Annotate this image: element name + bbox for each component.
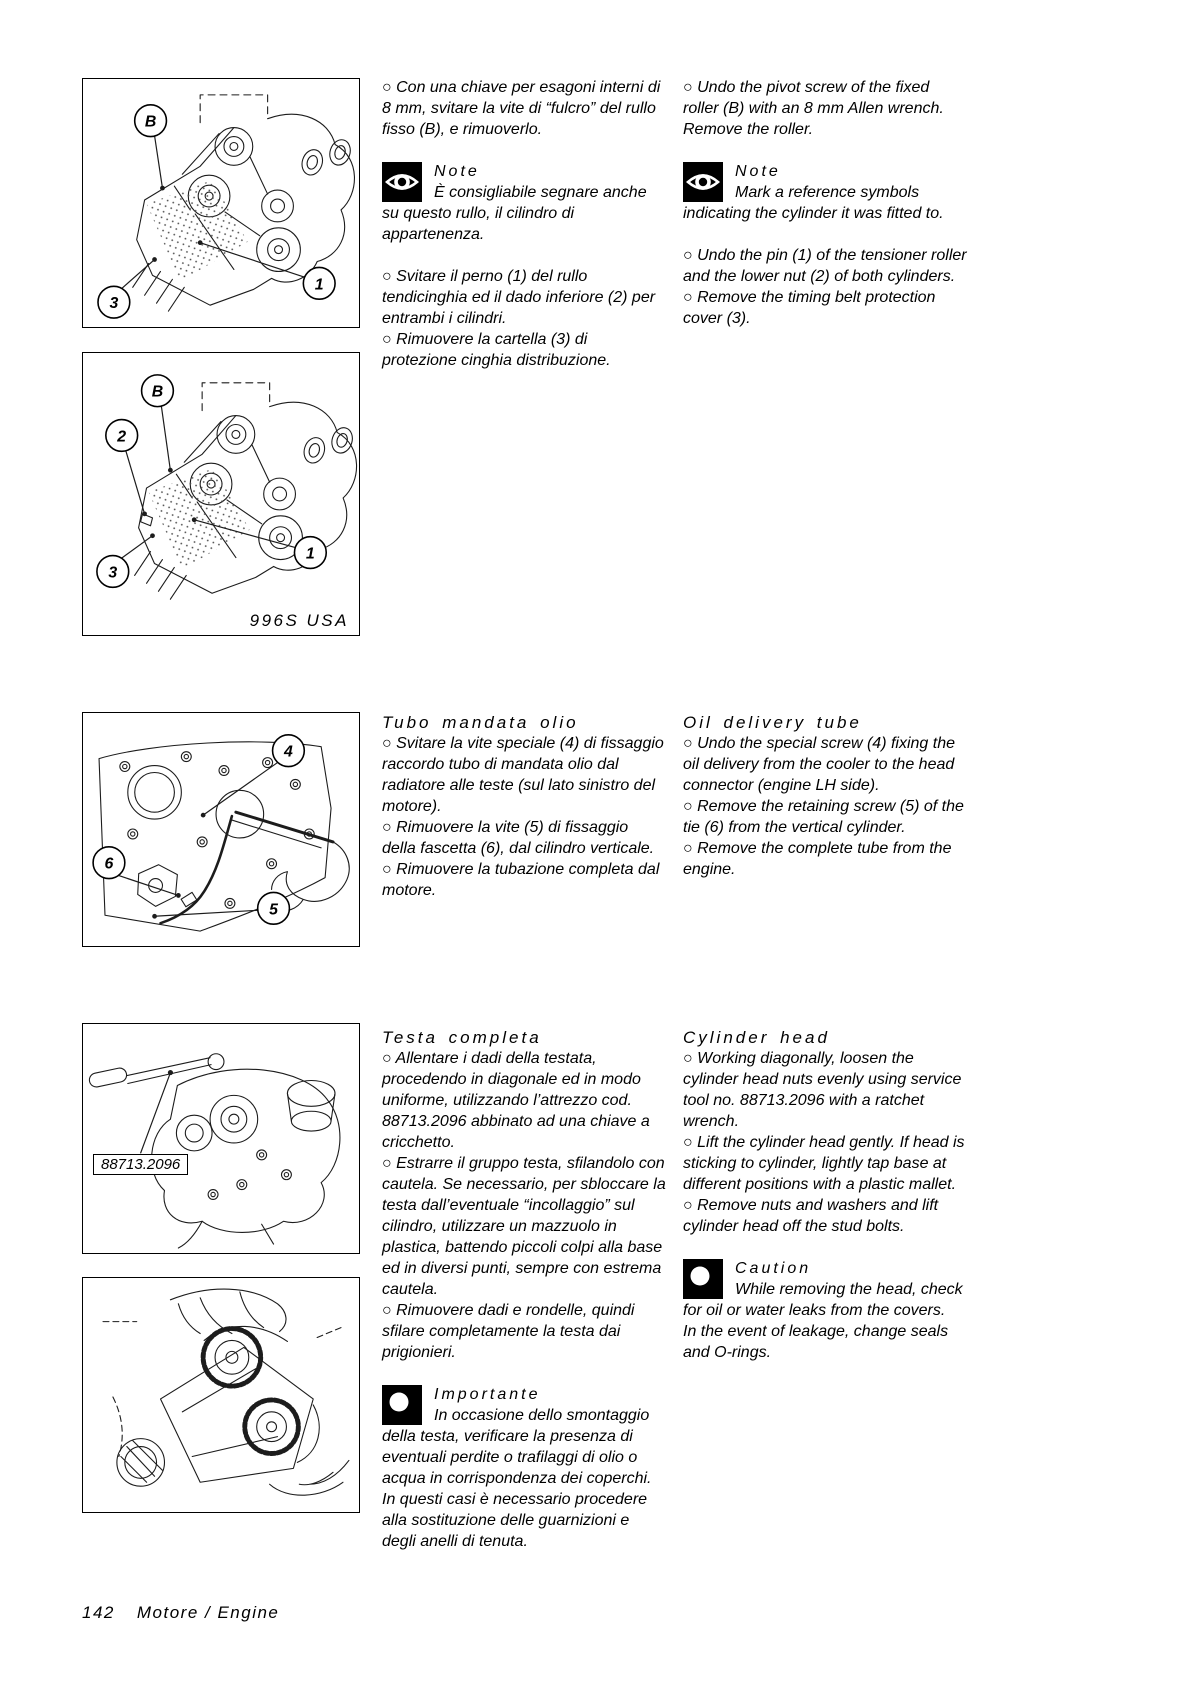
- section-heading: Cylinder head: [683, 1028, 830, 1047]
- footer-section-title: Motore / Engine: [136, 1603, 280, 1622]
- figure-timing-belt-rollers-996s-usa: [82, 352, 360, 636]
- paragraph: ○ Working diagonally, loosen the cylinder head nuts evenly using service tool no. 88713.2096 with a ratchet wrench.: [683, 1050, 962, 1130]
- caution-title: Caution: [735, 1260, 812, 1277]
- column-italian-oil-section: [382, 712, 666, 901]
- important-body: In questi casi è necessario procedere alla sostituzione delle guarnizioni e degli anelli di tenuta.: [382, 1491, 648, 1550]
- figure-timing-belt-rollers: [82, 78, 360, 328]
- note-title: Note: [434, 163, 480, 180]
- column-english-belt-section: [683, 77, 967, 329]
- callout-3: [97, 533, 155, 587]
- paragraph: ○ Rimuovere la tubazione completa dal motore.: [382, 861, 660, 899]
- note-block: [683, 161, 967, 224]
- engine-line-art: [83, 1024, 359, 1253]
- figure-caption: 996S USA: [249, 611, 349, 630]
- figure-cylinder-head-service-tool: [82, 1023, 360, 1254]
- paragraph: ○ Estrarre il gruppo testa, sfilandolo con cautela. Se necessario, per sbloccare la testa dall’eventuale “incollaggio” sul cilindro, utilizzare un mazzuolo in plastica, battendo piccoli colpi alla base ed in diversi punti, sempre con estrema cautela.: [382, 1155, 666, 1298]
- note-eye-icon: [683, 162, 723, 202]
- svg-text:3: 3: [108, 564, 118, 582]
- caution-body: In the event of leakage, change seals and O-rings.: [683, 1323, 949, 1361]
- note-body: Mark a reference symbols indicating the cylinder it was fitted to.: [683, 184, 944, 222]
- svg-text:3: 3: [109, 295, 119, 313]
- svg-text:B: B: [144, 113, 157, 131]
- section-heading: Testa completa: [382, 1028, 542, 1047]
- important-dot-icon: [382, 1385, 422, 1425]
- callout-B: [142, 375, 174, 473]
- section-heading: Tubo mandata olio: [382, 713, 579, 732]
- paragraph: ○ Remove nuts and washers and lift cylinder head off the stud bolts.: [683, 1197, 939, 1235]
- column-english-oil-section: [683, 712, 967, 880]
- engine-line-art: [83, 1278, 359, 1512]
- caution-dot-icon: [683, 1259, 723, 1299]
- column-italian-belt-section: [382, 77, 666, 371]
- paragraph: ○ Remove the complete tube from the engine.: [683, 840, 952, 878]
- paragraph: ○ Rimuovere la vite (5) di fissaggio della fascetta (6), dal cilindro verticale.: [382, 819, 655, 857]
- svg-text:2: 2: [117, 428, 127, 446]
- paragraph: ○ Remove the timing belt protection cover (3).: [683, 289, 936, 327]
- paragraph: ○ Undo the special screw (4) fixing the oil delivery from the cooler to the head connector (engine LH side).: [683, 735, 956, 794]
- caution-body: While removing the head, check for oil or water leaks from the covers.: [683, 1281, 963, 1319]
- paragraph-group: [683, 245, 967, 329]
- paragraph-group: [382, 266, 666, 371]
- page-footer: [82, 1603, 279, 1623]
- column-english-head-section: [683, 1027, 967, 1363]
- paragraph: ○ Lift the cylinder head gently. If head is sticking to cylinder, lightly tap base at different positions with a plastic mallet.: [683, 1134, 965, 1193]
- paragraph: ○ Undo the pin (1) of the tensioner roller and the lower nut (2) of both cylinders.: [683, 247, 967, 285]
- note-title: Note: [735, 163, 781, 180]
- callout-1: [198, 240, 335, 299]
- svg-text:4: 4: [284, 743, 293, 761]
- figure-cylinder-head-removal: [82, 1277, 360, 1513]
- column-italian-head-section: [382, 1027, 666, 1552]
- caution-block: [683, 1258, 967, 1363]
- svg-text:6: 6: [104, 855, 114, 873]
- figure-oil-delivery-tube: [82, 712, 360, 947]
- svg-text:1: 1: [305, 545, 315, 563]
- engine-line-art: [83, 713, 359, 946]
- paragraph: ○ Undo the pivot screw of the fixed roller (B) with an 8 mm Allen wrench. Remove the roller.: [683, 79, 944, 138]
- important-body: In occasione dello smontaggio della testa, verificare la presenza di eventuali perdite o trafilaggi di olio o acqua in corrispondenza dei coperchi.: [382, 1407, 652, 1487]
- page-number: 142: [82, 1603, 115, 1622]
- paragraph: ○ Rimuovere dadi e rondelle, quindi sfilare completamente la testa dai prigionieri.: [382, 1302, 635, 1361]
- svg-text:5: 5: [269, 901, 278, 919]
- engine-line-art: [83, 353, 359, 635]
- note-block: [382, 161, 666, 245]
- callout-2: [106, 420, 147, 517]
- important-title: Importante: [434, 1386, 541, 1403]
- note-body: È consigliabile segnare anche su questo rullo, il cilindro di appartenenza.: [382, 184, 647, 243]
- paragraph: ○ Remove the retaining screw (5) of the tie (6) from the vertical cylinder.: [683, 798, 964, 836]
- paragraph: ○ Svitare il perno (1) del rullo tendicinghia ed il dado inferiore (2) per entrambi i cilindri.: [382, 268, 656, 327]
- callout-B: [135, 105, 167, 191]
- important-block: [382, 1384, 666, 1552]
- section-heading: Oil delivery tube: [683, 713, 862, 732]
- svg-text:1: 1: [314, 276, 324, 294]
- svg-text:B: B: [151, 383, 164, 401]
- engine-line-art: [83, 79, 359, 327]
- paragraph: ○ Con una chiave per esagoni interni di 8 mm, svitare la vite di “fulcro” del rullo fisso (B), e rimuoverlo.: [382, 79, 661, 138]
- paragraph: ○ Rimuovere la cartella (3) di protezione cinghia distribuzione.: [382, 331, 611, 369]
- callout-4: [201, 735, 305, 818]
- tool-number-label: 88713.2096: [93, 1154, 188, 1175]
- paragraph: ○ Allentare i dadi della testata, procedendo in diagonale ed in modo uniforme, utilizzando l’attrezzo cod. 88713.2096 abbinato ad una chiave a cricchetto.: [382, 1050, 650, 1151]
- paragraph: ○ Svitare la vite speciale (4) di fissaggio raccordo tubo di mandata olio dal radiatore alle teste (sul lato sinistro del motore).: [382, 735, 664, 815]
- callout-6: [93, 847, 181, 898]
- note-eye-icon: [382, 162, 422, 202]
